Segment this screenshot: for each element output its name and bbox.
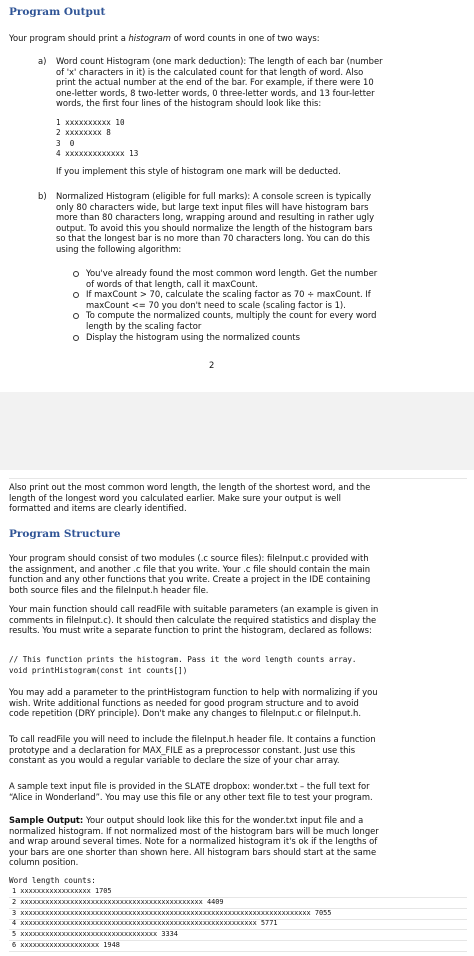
histogram-row: 1 xxxxxxxxxxxxxxxxx 1705 [12,887,112,895]
intro-post: of word counts in one of two ways: [170,33,320,43]
page-gap [0,392,474,470]
algorithm-step-line: Display the histogram using the normalized counts [86,331,300,342]
text-line: comments in fileInput.c). It should then calculate the required statistics and display the [9,614,377,625]
bullet-icon [73,313,79,319]
document-page-1 [0,0,474,392]
algorithm-step-line: If maxCount > 70, calculate the scaling factor as 70 ÷ maxCount. If [86,289,371,300]
page-number: 2 [209,360,215,370]
bullet-icon [73,292,79,298]
example-row: 1 xxxxxxxxxx 10 [56,118,125,127]
text-line: results. You must write a separate function to print the histogram, declared as follows: [9,625,372,636]
algorithm-step-line: To compute the normalized counts, multiply the count for every word [86,310,377,321]
text-line: You may add a parameter to the printHistogram function to help with normalizing if you [9,687,378,697]
text-line: words, the first four lines of the histogram should look like this: [56,98,322,109]
text-line: column position. [9,857,79,868]
intro-text [9,33,320,44]
text-line: so that the longest bar is no more than 70 characters long. You can do this [56,233,370,244]
code-line: void printHistogram(const int counts[]) [9,665,188,675]
histogram-row: 2 xxxxxxxxxxxxxxxxxxxxxxxxxxxxxxxxxxxxxxxxxxxx 4409 [12,897,224,906]
algorithm-step-line: You've already found the most common word length. Get the number [86,268,378,278]
text-line: Your program should consist of two modules (.c source files): fileInput.c provided with [9,553,369,563]
text-line: prototype and a declaration for MAX_FILE as a preprocessor constant. Just use this [9,744,356,755]
bullet-icon [73,271,79,277]
text-line: the assignment, and another .c file that you write. Your .c file should contain the main [9,563,371,574]
heading-program-structure: Program Structure [9,528,121,540]
text-line: print the actual number at the end of the bar. For example, if there were 10 [56,77,374,88]
example-row: 4 xxxxxxxxxxxxx 13 [56,149,139,159]
text-line: Your main function should call readFile with suitable parameters (an example is given in [9,604,379,614]
histogram-row: 3 xxxxxxxxxxxxxxxxxxxxxxxxxxxxxxxxxxxxxxxxxxxxxxxxxxxxxxxxxxxxxxxxxxxxxx 7055 [12,908,332,917]
item-a-label: a) [38,56,47,66]
histogram-row: 4 xxxxxxxxxxxxxxxxxxxxxxxxxxxxxxxxxxxxxxxxxxxxxxxxxxxxxxxxx 5771 [12,919,278,928]
text-line: To call readFile you will need to include the fileInput.h header file. It contains a function [9,734,376,744]
text-line: code repetition (DRY principle). Don't make any changes to fileInput.c or fileInput.h. [9,708,361,719]
histogram-row: 6 xxxxxxxxxxxxxxxxxxx 1948 [12,941,120,949]
intro-em: histogram [128,33,171,43]
text-line: formatted and items are clearly identified. [9,503,187,514]
text-line: using the following algorithm: [56,244,182,254]
text-line: output. To avoid this you should normalize the length of the histogram bars [56,222,373,233]
text-line [9,815,363,826]
text-line: and wrap around several times. Note for a normalized histogram it's ok if the lengths of [9,836,378,847]
intro-pre: Your program should print a [9,33,129,43]
item-b-label: b) [38,191,47,201]
item-a-note: If you implement this style of histogram one mark will be deducted. [56,166,341,176]
row-divider [9,951,467,952]
algorithm-step-line: maxCount <= 70 you don't need to scale (scaling factor is 1). [86,299,346,310]
sample-output-label: Sample Output: [9,815,84,825]
bullet-icon [73,335,79,341]
document-page-2 [0,470,474,956]
example-row: 2 xxxxxxxx 8 [56,128,111,138]
text-line: “Alice in Wonderland”. You may use this file or any other text file to test your program. [9,791,373,802]
text-line: Word count Histogram (one mark deduction): The length of each bar (number [56,56,383,66]
text-line: Also print out the most common word length, the length of the shortest word, and the [9,482,371,492]
text-line: wish. Write additional functions as needed for good program structure and to avoid [9,697,359,708]
text-line: length of the longest word you calculated earlier. Make sure your output is well [9,492,341,503]
divider [9,478,467,479]
sample-output-text: Your output should look like this for the wonder.txt input file and a [83,815,364,825]
text-line: normalized histogram. If not normalized most of the histogram bars will be much longer [9,825,379,836]
text-line: function and any other functions that you write. Create a project in the IDE containing [9,574,371,585]
text-line: Normalized Histogram (eligible for full marks): A console screen is typically [56,191,372,201]
text-line: of 'x' characters in it) is the calculated count for that length of word. Also [56,66,364,77]
example-row: 3 0 [56,138,75,148]
text-line: constant as you would a regular variable to declare the size of your char array. [9,755,340,766]
histogram-row: 5 xxxxxxxxxxxxxxxxxxxxxxxxxxxxxxxxx 3334 [12,930,178,939]
word-length-counts-label: Word length counts: [9,876,96,885]
text-line: both source files and the fileInput.h header file. [9,584,209,595]
code-line: // This function prints the histogram. Pass it the word length counts array. [9,655,357,664]
algorithm-step-line: of words of that length, call it maxCount. [86,278,258,289]
algorithm-step-line: length by the scaling factor [86,321,202,331]
heading-program-output: Program Output [9,6,106,18]
text-line: more than 80 characters long, wrapping around and resulting in rather ugly [56,212,375,223]
text-line: one-letter words, 8 two-letter words, 0 three-letter words, and 13 four-letter [56,87,375,98]
text-line: only 80 characters wide, but large text input files will have histogram bars [56,201,369,212]
text-line: your bars are one shorter than shown here. All histogram bars should start at the same [9,846,377,857]
text-line: A sample text input file is provided in the SLATE dropbox: wonder.txt – the full text for [9,781,370,791]
